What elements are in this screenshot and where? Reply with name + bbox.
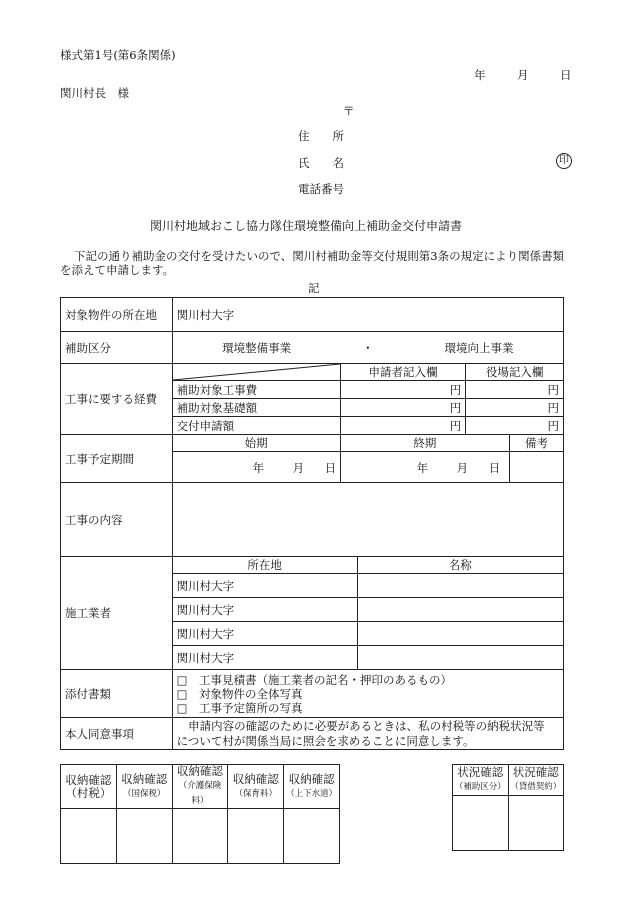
cost-item-label: 補助対象工事費	[172, 381, 340, 399]
cost-label: 工事に要する経費	[61, 364, 173, 435]
category-label: 補助区分	[61, 332, 173, 364]
intro-line-2: を添えて申請します。	[60, 263, 175, 277]
contractor-name-field[interactable]	[357, 622, 563, 646]
receipt-box-header	[284, 765, 340, 809]
status-title: 状況確認	[457, 765, 504, 779]
receipt-stamp-area[interactable]	[284, 809, 340, 864]
application-table	[60, 297, 564, 750]
content-label: 工事の内容	[61, 483, 173, 557]
period-start-field[interactable]	[172, 452, 340, 483]
postal-mark: 〒	[343, 104, 355, 118]
addressee: 関川村長 様	[60, 86, 129, 100]
receipt-title: 収納確認	[288, 771, 335, 786]
diagonal-line	[173, 364, 340, 380]
start-day: 日	[324, 461, 337, 475]
period-notes-field[interactable]	[510, 452, 564, 483]
period-start-header: 始期	[172, 435, 340, 452]
consent-label: 本人同意事項	[61, 718, 173, 750]
period-notes-header: 備考	[510, 435, 564, 452]
end-month: 月	[456, 461, 469, 475]
receipt-title: 収納確認	[121, 771, 168, 786]
status-stamp-area[interactable]	[453, 796, 509, 851]
contractor-col-name: 名称	[357, 557, 563, 574]
document-title: 関川村地域おこし協力隊住環境整備向上補助金交付申請書	[150, 219, 463, 233]
receipt-stamp-area[interactable]	[228, 809, 284, 864]
end-day: 日	[488, 461, 501, 475]
content-field[interactable]	[172, 483, 563, 557]
attachment-overall-photo-checkbox[interactable]: □ 対象物件の全体写真	[176, 686, 303, 701]
contractor-location-field[interactable]: 関川村大字	[172, 574, 357, 598]
cost-diagonal-cell	[172, 364, 340, 381]
cost-applicant-field[interactable]	[340, 417, 466, 435]
date-day: 日	[560, 68, 572, 82]
date-line	[474, 67, 572, 83]
end-year: 年	[416, 461, 429, 475]
consent-line-2: について村が関係当局に照会を求めることに同意します。	[176, 733, 475, 748]
status-box-header	[453, 765, 509, 796]
period-end-field[interactable]	[340, 452, 509, 483]
status-sub: （貸借契約）	[510, 782, 562, 792]
receipt-check-boxes	[60, 764, 340, 864]
intro-line-1: 下記の通り補助金の交付を受けたいので、関川村補助金等交付規則第3条の規定により関係書類	[74, 249, 565, 263]
status-sub: （補助区分）	[454, 782, 506, 792]
yen-unit: 円	[449, 382, 462, 397]
cost-col-applicant: 申請者記入欄	[340, 364, 466, 381]
date-year: 年	[474, 68, 486, 82]
cost-applicant-field[interactable]	[340, 381, 466, 399]
yen-unit: 円	[449, 400, 462, 415]
address-label: 住 所	[298, 129, 344, 143]
cost-office-field[interactable]	[466, 417, 564, 435]
receipt-title: 収納確認	[232, 771, 279, 786]
contractor-name-field[interactable]	[357, 646, 563, 670]
phone-label: 電話番号	[298, 182, 344, 196]
yen-unit: 円	[547, 382, 559, 397]
name-label: 氏 名	[298, 156, 344, 170]
attach-label: 添付書類	[61, 670, 173, 718]
yen-unit: 円	[547, 400, 559, 415]
cost-applicant-field[interactable]	[340, 399, 466, 417]
yen-unit: 円	[547, 418, 559, 433]
cost-office-field[interactable]	[466, 399, 564, 417]
contractor-col-location: 所在地	[172, 557, 357, 574]
yen-unit: 円	[449, 418, 462, 433]
receipt-stamp-area[interactable]	[116, 809, 172, 864]
location-label: 対象物件の所在地	[61, 298, 173, 332]
attachments-list	[172, 670, 563, 718]
category-field[interactable]	[172, 332, 563, 364]
cost-item-label: 交付申請額	[172, 417, 340, 435]
contractor-location-field[interactable]: 関川村大字	[172, 622, 357, 646]
status-title: 状況確認	[512, 765, 559, 779]
category-option-environment-maintenance[interactable]: 環境整備事業	[222, 340, 292, 355]
receipt-box-header	[61, 765, 117, 809]
status-check-boxes	[452, 764, 564, 851]
category-option-environment-improvement[interactable]: 環境向上事業	[444, 340, 514, 355]
seal-label: 印	[559, 155, 569, 166]
cost-col-office: 役場記入欄	[466, 364, 564, 381]
consent-line-1: 申請内容の確認のために必要があるときは、私の村税等の納税状況等	[176, 718, 545, 733]
contractor-name-field[interactable]	[357, 574, 563, 598]
date-month: 月	[517, 68, 529, 82]
receipt-box-header	[228, 765, 284, 809]
receipt-stamp-area[interactable]	[61, 809, 117, 864]
ki-heading: 記	[308, 281, 320, 295]
cost-item-label: 補助対象基礎額	[172, 399, 340, 417]
receipt-sub: （介護保険料）	[178, 781, 222, 806]
contractor-location-field[interactable]: 関川村大字	[172, 598, 357, 622]
contractor-label: 施工業者	[61, 557, 173, 670]
contractor-name-field[interactable]	[357, 598, 563, 622]
receipt-sub: （保育料）	[234, 788, 278, 799]
attachment-estimate-checkbox[interactable]: □ 工事見積書（施工業者の記名・押印のあるもの）	[176, 672, 453, 687]
receipt-box-header	[116, 765, 172, 809]
category-separator: ・	[362, 340, 374, 355]
location-field[interactable]: 関川村大字	[172, 298, 563, 332]
status-box-header	[508, 765, 564, 796]
consent-text	[172, 718, 563, 750]
period-end-header: 終期	[340, 435, 509, 452]
receipt-sub: （上下水道）	[286, 788, 338, 799]
seal-mark	[556, 153, 572, 169]
contractor-location-field[interactable]: 関川村大字	[172, 646, 357, 670]
receipt-title: 収納確認	[176, 764, 223, 778]
cost-office-field[interactable]	[466, 381, 564, 399]
start-year: 年	[252, 461, 265, 475]
receipt-stamp-area[interactable]	[172, 809, 228, 864]
receipt-box-header	[172, 765, 228, 809]
start-month: 月	[292, 461, 305, 475]
form-number: 様式第1号(第6条関係)	[60, 48, 176, 62]
attachment-site-photo-checkbox[interactable]: □ 工事予定箇所の写真	[176, 700, 303, 715]
receipt-sub: （国保税）	[122, 788, 166, 799]
receipt-sub: （村税）	[65, 785, 112, 800]
period-label: 工事予定期間	[61, 435, 173, 483]
status-stamp-area[interactable]	[508, 796, 564, 851]
receipt-title: 収納確認	[65, 772, 112, 787]
